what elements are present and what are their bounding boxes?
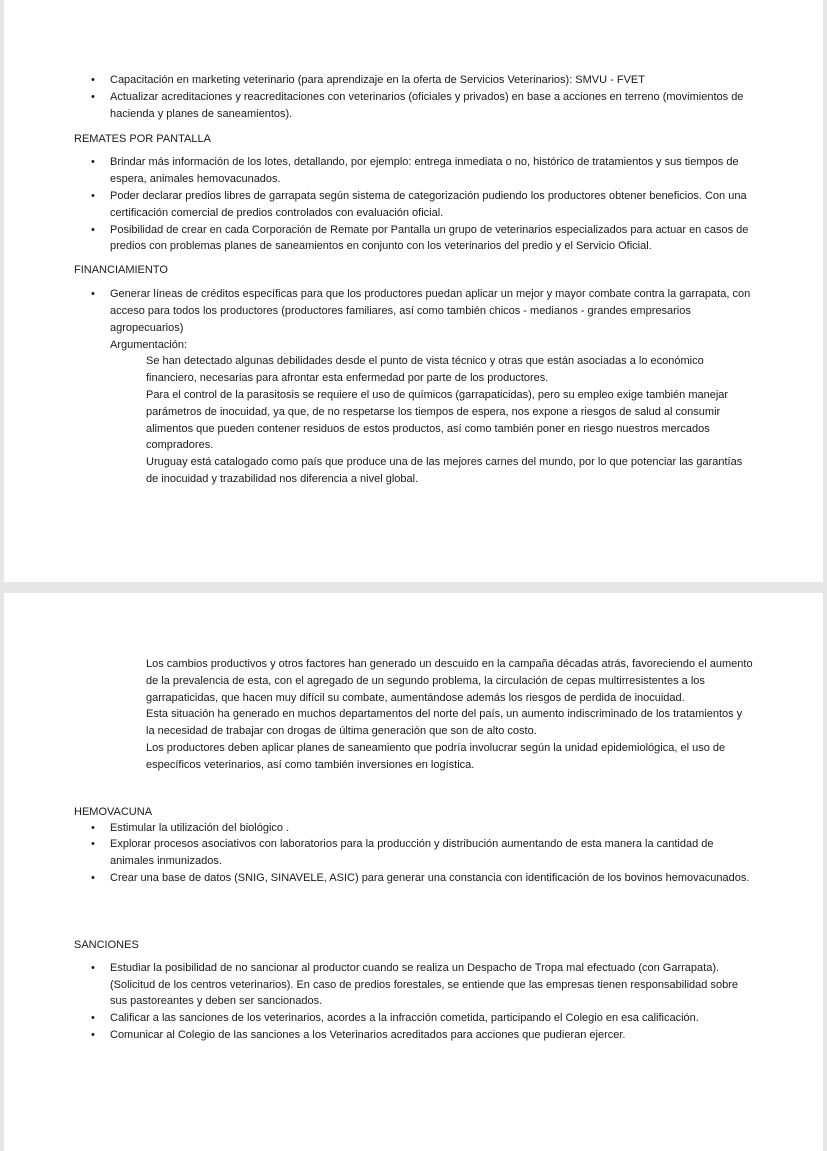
page-1-content: [74, 72, 753, 488]
argument-paragraph: Para el control de la parasitosis se requiere el uso de químicos (garrapaticidas), pero su empleo exige también manejar parámetros de inocuidad, ya que, de no respetarse los tiempos de espera, nos expone a riesgos de salud al consumir alimentos que pueden contener residuos de estos productos, así como también poner en riesgo nuestros mercados compradores.: [146, 388, 729, 452]
list-item: • Comunicar al Colegio de las sanciones a los Veterinarios acreditados para acciones que pudieran ejercer.: [74, 1027, 753, 1044]
list-item: • Crear una base de datos (SNIG, SINAVELE, ASIC) para generar una constancia con identificación de los bovinos hemovacunados.: [74, 870, 753, 887]
argument-paragraph: Se han detectado algunas debilidades desde el punto de vista técnico y otras que están asociadas a lo económico financiero, necesarias para afrontar esta enfermedad por parte de los productores.: [146, 355, 704, 385]
document-page-1: [4, 0, 823, 582]
remates-bullet-list: [74, 154, 753, 255]
list-item: • Actualizar acreditaciones y reacreditaciones con veterinarios (oficiales y privados) en base a acciones en terreno (movimientos de hacienda y planes de saneamientos).: [74, 89, 753, 123]
list-item: • Posibilidad de crear en cada Corporación de Remate por Pantalla un grupo de veterinarios especializados para actuar en casos de predios con problemas planes de saneamientos en conjunto con los veterinarios del predio y el Servicio Oficial.: [74, 222, 753, 256]
list-item: • Capacitación en marketing veterinario (para aprendizaje en la oferta de Servicios Veterinarios): SMVU - FVET: [74, 72, 753, 89]
list-item: • Brindar más información de los lotes, detallando, por ejemplo: entrega inmediata o no, histórico de tratamientos y sus tiempos de espera, animales hemovacunados.: [74, 154, 753, 188]
continued-paragraph: Los cambios productivos y otros factores han generado un descuido en la campaña décadas atrás, favoreciendo el aumento de la prevalencia de esta, con el agregado de un segundo problema, la circulación de cepas multirresistentes a los garrapaticidas, que hacen muy difícil su combate, aumentándose además los riesgos de perdida de inocuidad.: [146, 658, 753, 704]
argument-paragraph: Uruguay está catalogado como país que produce una de las mejores carnes del mundo, por lo que potenciar las garantías de inocuidad y trazabilidad nos diferencia a nivel global.: [146, 456, 743, 485]
list-item: • Calificar a las sanciones de los veterinarios, acordes a la infracción cometida, participando el Colegio en esa calificación.: [74, 1010, 753, 1027]
list-item: • Generar líneas de créditos específicas para que los productores puedan aplicar un mejor y mayor combate contra la garrapata, con acceso para todos los productores (productores familiares, así como también chicos - medianos - grandes empresarios agropecuarios): [74, 286, 753, 336]
list-item: • Explorar procesos asociativos con laboratorios para la producción y distribución aumentando de esta manera la cantidad de animales inmunizados.: [74, 836, 753, 870]
intro-bullet-list: [74, 72, 753, 122]
argument-label: Argumentación:: [110, 338, 188, 351]
section-heading-hemovacuna: HEMOVACUNA: [74, 805, 153, 818]
list-item: • Estudiar la posibilidad de no sancionar al productor cuando se realiza un Despacho de Tropa mal efectuado (con Garrapata). (Solicitud de los centros veterinarios). En caso de predios forestales, se entiende que las empresas tienen responsabilidad sobre sus pastoreantes y deben ser sancionados.: [74, 960, 753, 1010]
continued-paragraph: Los productores deben aplicar planes de saneamiento que podría involucrar según la unidad epidemiológica, el uso de específicos veterinarios, así como también inversiones en logística.: [146, 741, 726, 771]
financiamiento-bullet-list: [74, 286, 753, 336]
section-heading-financiamiento: FINANCIAMIENTO: [74, 264, 168, 277]
sanciones-bullet-list: [74, 960, 753, 1044]
continued-paragraph: Esta situación ha generado en muchos departamentos del norte del país, un aumento indiscriminado de los tratamientos y la necesidad de trabajar con drogas de última generación que son de alto costo.: [146, 708, 743, 738]
list-item: • Estimular la utilización del biológico .: [74, 820, 753, 837]
section-heading-remates: REMATES POR PANTALLA: [74, 133, 211, 146]
list-item: • Poder declarar predios libres de garrapata según sistema de categorización pudiendo los productores obtener beneficios. Con una certificación comercial de predios controlados con evaluación oficial.: [74, 188, 753, 222]
section-heading-sanciones: SANCIONES: [74, 938, 139, 951]
document-page-2: [4, 593, 823, 1151]
page-2-content: [74, 656, 753, 1044]
hemovacuna-bullet-list: [74, 820, 753, 887]
